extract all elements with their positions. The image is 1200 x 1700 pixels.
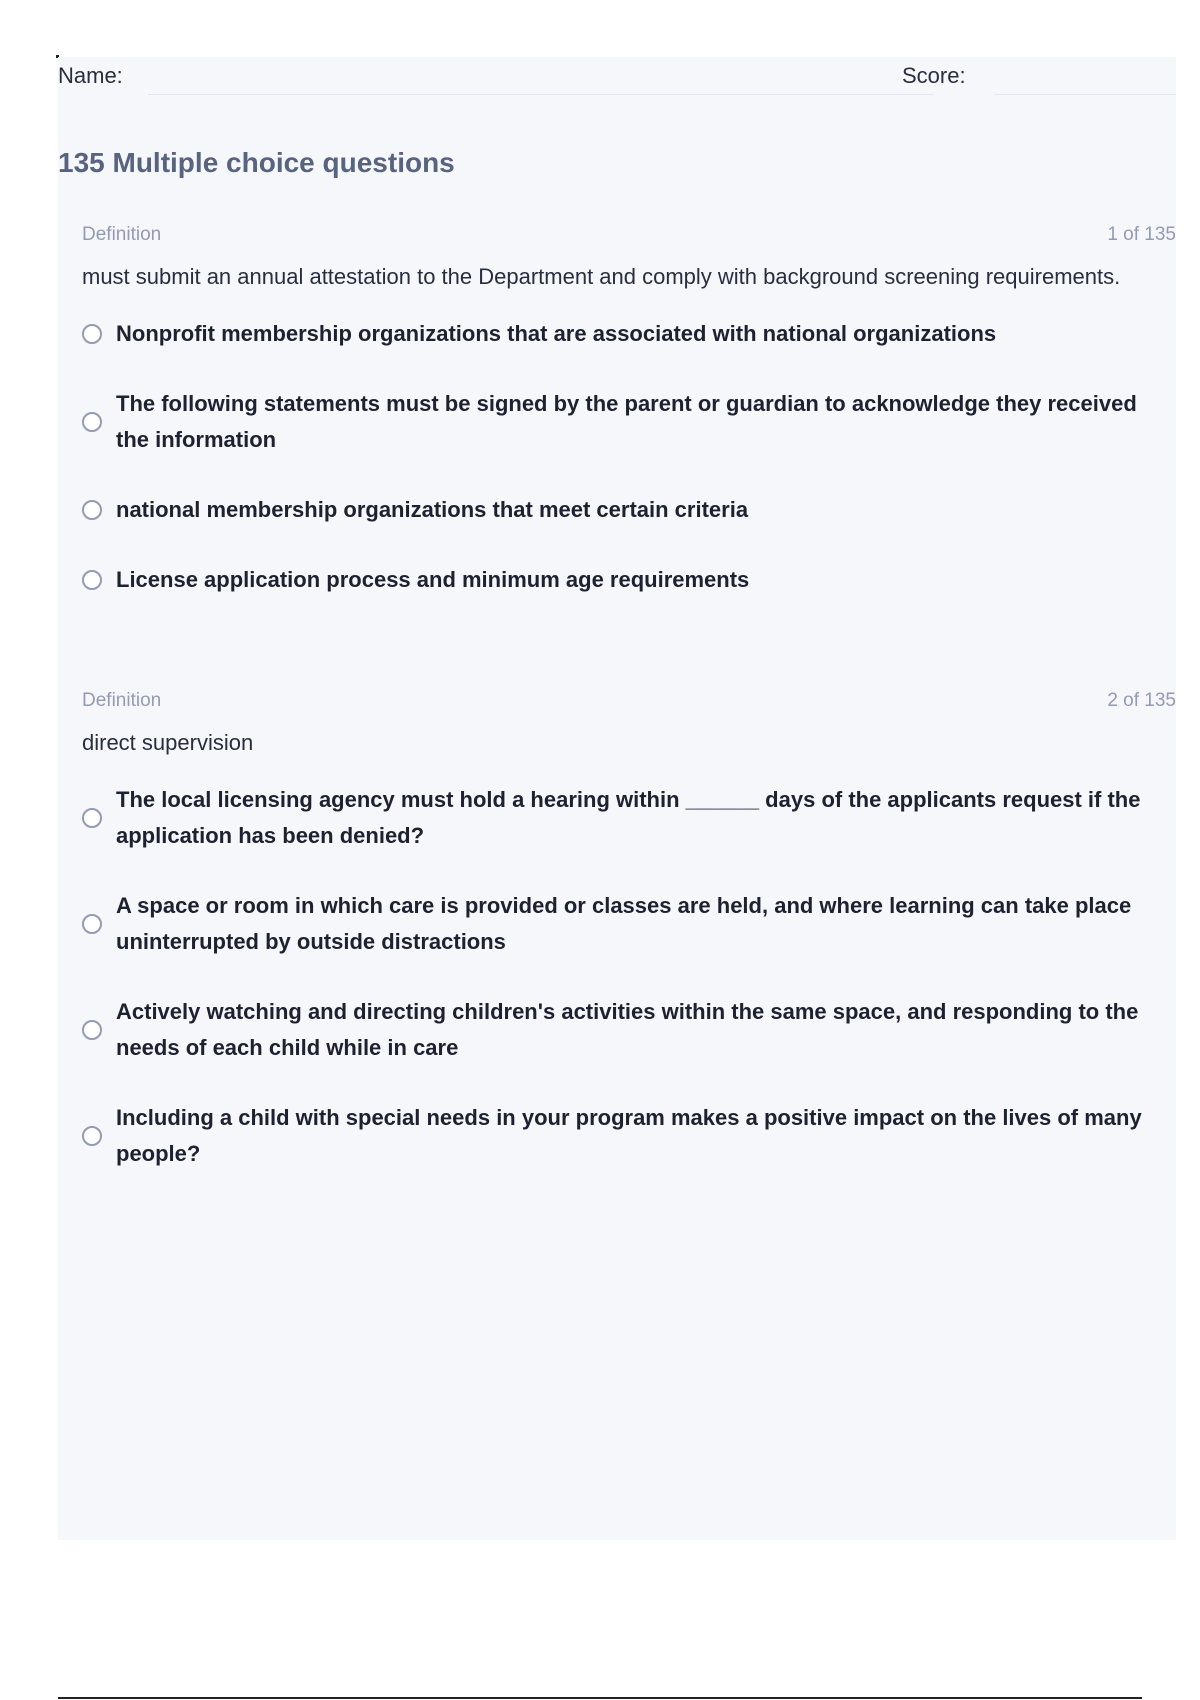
- answer-option[interactable]: [82, 782, 1176, 854]
- answer-text: Including a child with special needs in your program makes a positive impact on the lives of many people?: [116, 1105, 1142, 1166]
- question-card: [82, 690, 1176, 1206]
- question-type-label: Definition: [82, 224, 162, 245]
- answer-option[interactable]: [82, 386, 1176, 458]
- question-prompt: must submit an annual attestation to the Department and comply with background screening requirements.: [82, 264, 1121, 289]
- question-type-label: Definition: [82, 690, 162, 711]
- answer-option[interactable]: [82, 994, 1176, 1066]
- answer-option[interactable]: [82, 888, 1176, 960]
- quiz-sheet: [58, 57, 1176, 1540]
- answer-text: Actively watching and directing children's activities within the same space, and responding to the needs of each child while in care: [116, 999, 1139, 1060]
- answer-text: Nonprofit membership organizations that are associated with national organizations: [116, 321, 997, 346]
- radio-button-icon[interactable]: [82, 570, 102, 590]
- question-card: [82, 224, 1176, 632]
- answer-option[interactable]: [82, 492, 1176, 528]
- radio-button-icon[interactable]: [82, 808, 102, 828]
- radio-button-icon[interactable]: [82, 324, 102, 344]
- footer-divider: [58, 1697, 1142, 1699]
- answer-text: The local licensing agency must hold a hearing within ______ days of the applicants request if the application has been denied?: [116, 787, 1141, 848]
- radio-button-icon[interactable]: [82, 914, 102, 934]
- answer-option[interactable]: [82, 1100, 1176, 1172]
- question-header: [82, 690, 1176, 716]
- name-label: Name:: [58, 63, 123, 88]
- header-row: [58, 57, 1176, 97]
- radio-button-icon[interactable]: [82, 412, 102, 432]
- score-field[interactable]: [994, 94, 1176, 95]
- answer-text: A space or room in which care is provided or classes are held, and where learning can take place uninterrupted by outside distractions: [116, 893, 1132, 954]
- question-prompt: direct supervision: [82, 730, 254, 755]
- answer-options: [82, 316, 1176, 598]
- page-title: 135 Multiple choice questions: [58, 147, 455, 178]
- question-counter: 1 of 135: [1107, 224, 1176, 245]
- answer-text: national membership organizations that meet certain criteria: [116, 497, 749, 522]
- answer-text: License application process and minimum age requirements: [116, 567, 750, 592]
- name-field[interactable]: [148, 94, 934, 95]
- answer-option[interactable]: [82, 562, 1176, 598]
- radio-button-icon[interactable]: [82, 1020, 102, 1040]
- question-counter: 2 of 135: [1107, 690, 1176, 711]
- radio-button-icon[interactable]: [82, 500, 102, 520]
- radio-button-icon[interactable]: [82, 1126, 102, 1146]
- question-header: [82, 224, 1176, 250]
- answer-option[interactable]: [82, 316, 1176, 352]
- score-label: Score:: [902, 63, 966, 88]
- answer-options: [82, 782, 1176, 1172]
- answer-text: The following statements must be signed by the parent or guardian to acknowledge they received the information: [116, 391, 1137, 452]
